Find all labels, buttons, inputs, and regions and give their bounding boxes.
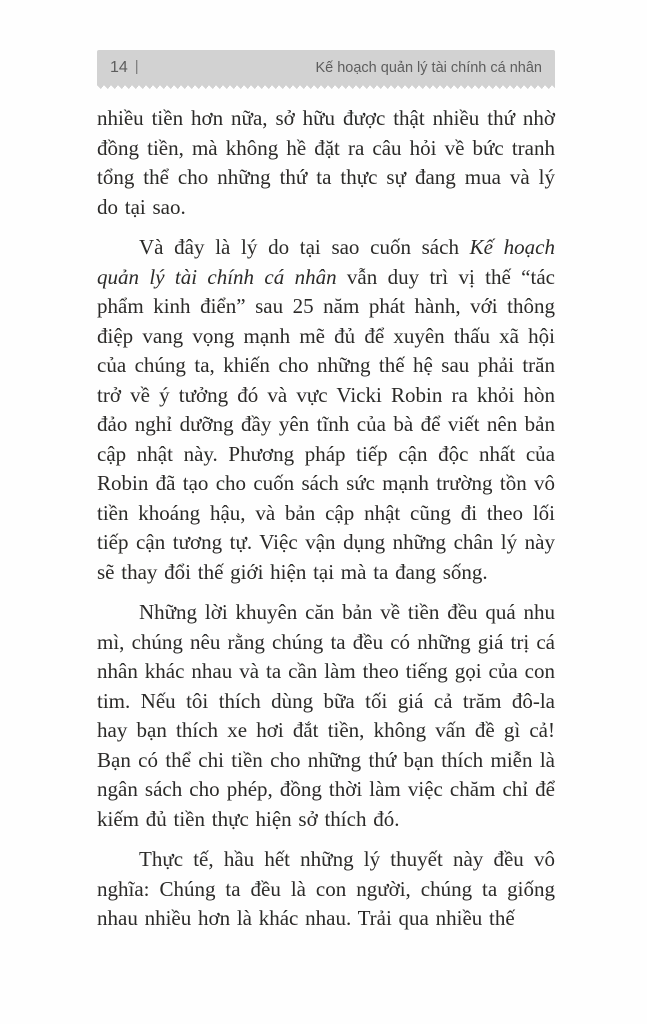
text-segment: Những lời khuyên căn bản về tiền đều quá nhu mì, chúng nêu rằng chúng ta đều có những giá trị cá nhân khác nhau và ta cần làm theo tiếng gọi của con tim. Nếu tôi thích dùng bữa tối giá cả trăm đô-la hay bạn thích xe hơi đắt tiền, không vấn đề gì cả! Bạn có thể chi tiền cho những thứ bạn thích miễn là ngân sách cho phép, đồng thời làm việc chăm chỉ để kiếm đủ tiền thực hiện sở thích đó. bbox=[97, 600, 555, 831]
paragraph bbox=[97, 233, 555, 587]
text-segment: nhiều tiền hơn nữa, sở hữu được thật nhiều thứ nhờ đồng tiền, mà không hề đặt ra câu hỏi về bức tranh tổng thể cho những thứ ta thực sự đang mua và lý do tại sao. bbox=[97, 106, 555, 219]
text-segment: Thực tế, hầu hết những lý thuyết này đều vô nghĩa: Chúng ta đều là con người, chúng ta giống nhau nhiều hơn là khác nhau. Trải qua nhiều thế bbox=[97, 847, 555, 930]
page-number: 14 bbox=[110, 58, 128, 76]
paragraph bbox=[97, 598, 555, 834]
book-title-italic: Kế hoạch quản lý tài chính cá nhân bbox=[97, 235, 555, 289]
page-number-group bbox=[110, 59, 139, 77]
page-body bbox=[97, 104, 555, 934]
paragraph bbox=[97, 845, 555, 934]
text-segment: Và đây là lý do tại sao cuốn sách bbox=[139, 235, 470, 259]
header-divider: | bbox=[134, 58, 139, 75]
running-title: Kế hoạch quản lý tài chính cá nhân bbox=[315, 59, 542, 76]
paragraph bbox=[97, 104, 555, 222]
page-content bbox=[97, 50, 555, 945]
page-header bbox=[97, 50, 555, 85]
sawtooth-edge bbox=[97, 85, 555, 89]
text-segment: vẫn duy trì vị thế “tác phẩm kinh điển” sau 25 năm phát hành, với thông điệp vang vọng mạnh mẽ đủ để xuyên thấu xã hội của chúng ta, khiến cho những thế hệ sau phải trăn trở về ý tưởng đó và vực Vicki Robin ra khỏi hòn đảo nghỉ dưỡng đầy yên tĩnh của bà để viết nên bản cập nhật này. Phương pháp tiếp cận độc nhất của Robin đã tạo cho cuốn sách sức mạnh trường tồn vô tiền khoáng hậu, và bản cập nhật cũng đi theo lối tiếp cận tương tự. Việc vận dụng những chân lý này sẽ thay đổi thế giới hiện tại mà ta đang sống. bbox=[97, 264, 555, 584]
